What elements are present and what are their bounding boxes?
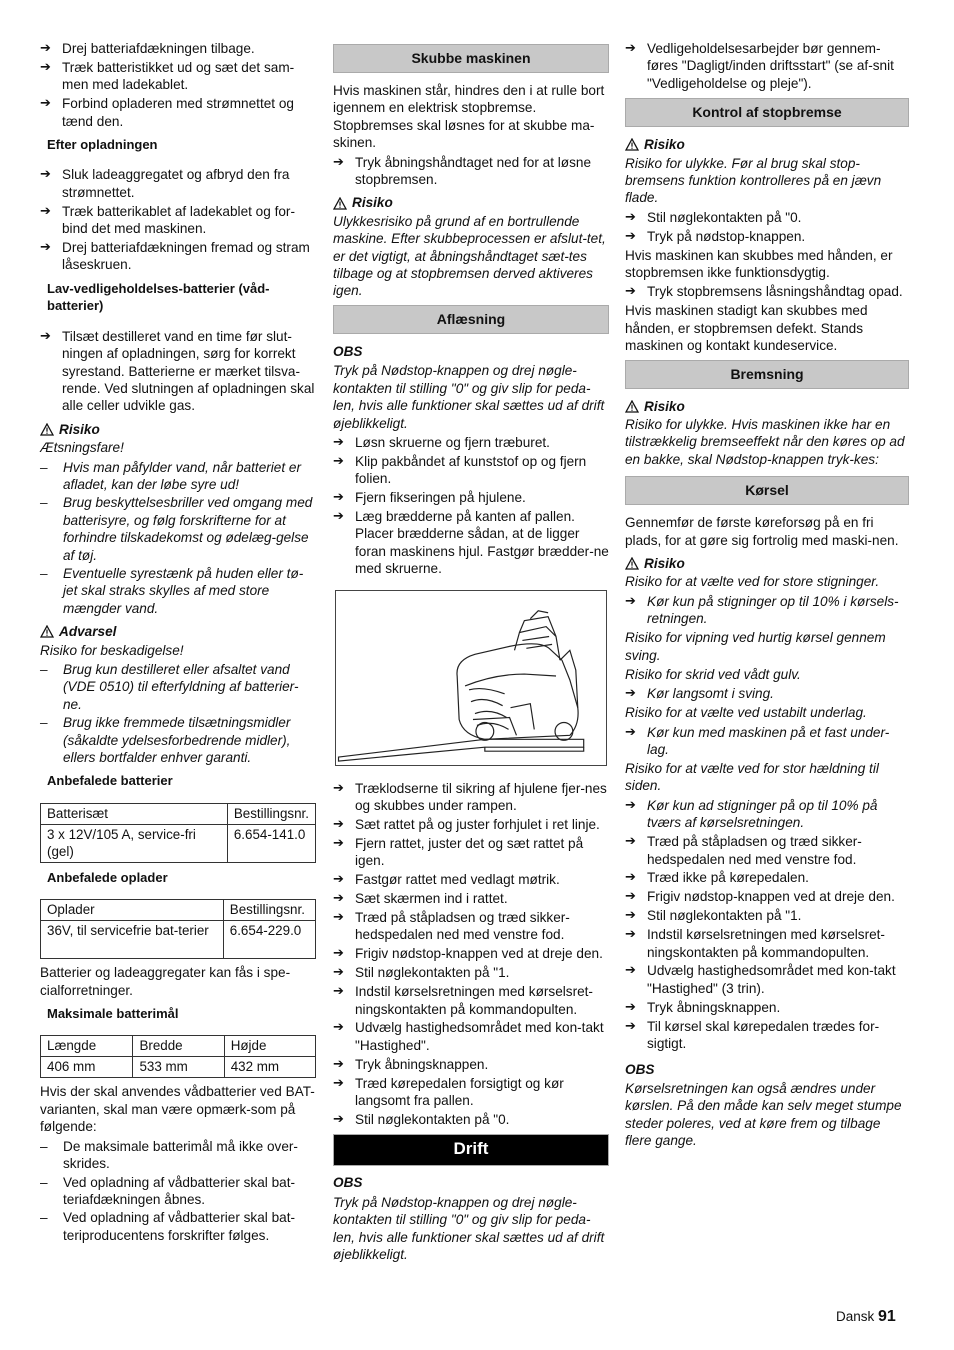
- list-item: – Hvis man påfylder vand, når batteriet er afladet, kan der løbe syre ud!: [40, 459, 316, 494]
- column-left: [40, 40, 316, 1245]
- instruction: ➔ Sæt rattet på og juster forhjulet i ret linje.: [333, 816, 609, 833]
- instruction: ➔ Træd ikke på kørepedalen.: [625, 869, 909, 886]
- risk-label: Risiko: [352, 195, 393, 211]
- instruction: ➔ Tryk på nødstop-knappen.: [625, 228, 909, 245]
- instruction: ➔ Indstil kørselsretningen med kørselsret-ningskontakten på kommandopulten.: [625, 926, 909, 961]
- section-heading: Lav-vedligeholdelses-batterier (våd-batterier): [47, 280, 270, 314]
- warning-triangle-icon: [40, 423, 54, 436]
- machine-illustration: [335, 590, 607, 766]
- machine-drawing: [336, 591, 606, 765]
- instruction: ➔ Træd på ståpladsen og træd sikker-hedspedalen ned med venstre fod.: [625, 833, 909, 868]
- table-header: Bestillingsnr.: [223, 900, 315, 921]
- instruction: ➔ Træd på ståpladsen og træd sikker-hedspedalen ned med venstre fod.: [333, 909, 609, 944]
- instruction: ➔ Træd kørepedalen forsigtigt og kør langsomt fra pallen.: [333, 1075, 609, 1110]
- risk-text: Risiko for at vælte ved for stor hældning til siden.: [625, 761, 879, 794]
- risk-text: Risiko for skrid ved vådt gulv.: [625, 666, 801, 682]
- instruction: ➔ Stil nøglekontakten på "1.: [625, 907, 909, 924]
- risk-heading: [625, 136, 909, 153]
- chapter-bar: Drift: [333, 1134, 609, 1166]
- page-footer: [836, 1308, 896, 1325]
- charger-table: [40, 899, 316, 959]
- batteries-table: [40, 803, 316, 863]
- instruction: ➔ Drej batteriafdækningen tilbage.: [40, 40, 316, 57]
- instruction: ➔ Tryk åbningsknappen.: [625, 999, 909, 1016]
- list-item: – De maksimale batterimål må ikke over-skrides.: [40, 1138, 316, 1173]
- table-header: Længde: [41, 1036, 133, 1057]
- footer-language: Dansk: [836, 1309, 875, 1324]
- paragraph: Hvis der skal anvendes vådbatterier ved BAT-varianten, skal man være opmærk-som på følgende:: [40, 1084, 315, 1135]
- risk-text: Ætsningsfare!: [40, 440, 124, 456]
- instruction: ➔ Indstil kørselsretningen med kørselsret-ningskontakten på kommandopulten.: [333, 983, 609, 1018]
- warning-label: Advarsel: [59, 624, 117, 640]
- risk-text: Risiko for at vælte ved for store stigninger.: [625, 574, 880, 590]
- paragraph: Batterier og ladeaggregater kan fås i spe-cialforretninger.: [40, 965, 291, 998]
- instruction: ➔ Træk batterikablet af ladekablet og for-bind det med maskinen.: [40, 203, 316, 238]
- dimensions-table: [40, 1035, 316, 1078]
- risk-label: Risiko: [644, 137, 685, 153]
- instruction: ➔ Løsn skruerne og fjern træburet.: [333, 434, 609, 451]
- obs-label: OBS: [625, 1061, 655, 1077]
- instruction: ➔ Træk batteristikket ud og sæt det sam-men med ladekablet.: [40, 59, 316, 94]
- section-bar: Aflæsning: [333, 305, 609, 334]
- section-bar: Skubbe maskinen: [333, 44, 609, 73]
- risk-heading: [625, 555, 909, 572]
- instruction: ➔ Tilsæt destilleret vand en time før slut-ningen af opladningen, sørg for korrekt syrestand. Batterierne er mærket tilsva-rende. Ved slutningen af opladningen skal alle celler udvikle gas.: [40, 328, 316, 415]
- table-cell: 3 x 12V/105 A, service-fri (gel): [41, 824, 228, 862]
- obs-text: Tryk på Nødstop-knappen og drej nøgle-kontakten til stilling "0" og giv slip for peda-len, hvis alle funktioner skal sættes ud af drift øjeblikkeligt.: [333, 363, 605, 431]
- warning-triangle-icon: [625, 138, 639, 151]
- warning-heading: [40, 623, 316, 640]
- section-bar: Kørsel: [625, 476, 909, 505]
- instruction: ➔ Læg brædderne på kanten af pallen. Placer brædderne sådan, at de ligger foran maskinens hjul. Fastgør brædder-ne med skruerne.: [333, 508, 609, 578]
- table-cell: 36V, til servicefrie bat-terier: [41, 921, 224, 959]
- section-heading: Efter opladningen: [47, 137, 158, 153]
- instruction: ➔ Fjern fikseringen på hjulene.: [333, 489, 609, 506]
- obs-text: Kørselsretningen kan også ændres under kørslen. På den måde kan selv meget stumpe steder poleres, ved at køre frem og tilbage flere gange.: [625, 1080, 902, 1149]
- risk-heading: [625, 398, 909, 415]
- instruction: ➔ Tryk stopbremsens låsningshåndtag opad.: [625, 283, 909, 300]
- section-bar: Bremsning: [625, 360, 909, 389]
- instruction: ➔ Udvælg hastighedsområdet med kon-takt "Hastighed".: [333, 1019, 609, 1054]
- list-item: – Eventuelle syrestænk på huden eller tø-jet skal straks skylles af med store mængder vand.: [40, 565, 316, 617]
- table-header: Oplader: [41, 900, 224, 921]
- section-heading: Anbefalede oplader: [47, 869, 168, 885]
- instruction: ➔ Udvælg hastighedsområdet med kon-takt "Hastighed" (3 trin).: [625, 962, 909, 997]
- section-heading: Maksimale batterimål: [47, 1006, 179, 1022]
- instruction: ➔ Kør kun ad stigninger på op til 10% på tværs af kørselsretningen.: [625, 797, 909, 832]
- risk-heading: [40, 421, 316, 438]
- table-cell: 533 mm: [133, 1057, 224, 1078]
- warning-triangle-icon: [40, 625, 54, 638]
- instruction: ➔ Stil nøglekontakten på "0.: [625, 209, 909, 226]
- instruction: ➔ Frigiv nødstop-knappen ved at dreje den.: [333, 945, 609, 962]
- warning-text: Risiko for beskadigelse!: [40, 642, 184, 658]
- obs-label: OBS: [333, 343, 363, 359]
- paragraph: Hvis maskinen kan skubbes med hånden, er stopbremsen ikke funktionsdygtig.: [625, 247, 893, 281]
- instruction: ➔ Vedligeholdelsesarbejder bør gennem-føres "Dagligt/inden driftsstart" (se af-snit "Vedligeholdelse og pleje").: [625, 40, 909, 92]
- instruction: ➔ Tryk åbningshåndtaget ned for at løsne stopbremsen.: [333, 154, 609, 189]
- column-right: [625, 40, 909, 1152]
- risk-label: Risiko: [644, 398, 685, 414]
- list-item: – Ved opladning af vådbatterier skal bat-teriproducentens forskrifter følges.: [40, 1209, 316, 1244]
- section-bar: Kontrol af stopbremse: [625, 98, 909, 127]
- list-item: – Brug ikke fremmede tilsætningsmidler (såkaldte ydelsesforbedrende midler), ellers bortfalder enhver garanti.: [40, 714, 316, 766]
- paragraph: Gennemfør de første køreforsøg på en fri plads, for at gøre sig fortrolig med maski-nen.: [625, 515, 899, 548]
- instruction: ➔ Kør kun på stigninger op til 10% i kørsels-retningen.: [625, 593, 909, 628]
- page-number: 91: [878, 1308, 896, 1325]
- paragraph: Hvis maskinen stadigt kan skubbes med hånden, er stopbremsen defekt. Stands maskinen og kontakt kundeservice.: [625, 303, 868, 354]
- table-cell: 6.654-141.0: [227, 824, 315, 862]
- table-cell: 432 mm: [224, 1057, 315, 1078]
- table-header: Bredde: [133, 1036, 224, 1057]
- risk-text: Risiko for ulykke. Før al brug skal stop-bremsens funktion kontrolleres på en jævn flade.: [625, 155, 882, 206]
- list-item: – Ved opladning af vådbatterier skal bat-teriafdækningen åbnes.: [40, 1174, 316, 1209]
- column-middle: [333, 44, 609, 1265]
- risk-text: Risiko for ulykke. Hvis maskinen ikke har en tilstrækkelig bremseeffekt når den køres op ad en bakke, skal Nødstop-knappen tryk-kes:: [625, 417, 905, 467]
- instruction: ➔ Sæt skærmen ind i rattet.: [333, 890, 609, 907]
- instruction: ➔ Tryk åbningsknappen.: [333, 1056, 609, 1073]
- table-header: Batterisæt: [41, 803, 228, 824]
- instruction: ➔ Træklodserne til sikring af hjulene fjer-nes og skubbes under rampen.: [333, 780, 609, 815]
- warning-triangle-icon: [625, 557, 639, 570]
- instruction: ➔ Kør kun med maskinen på et fast under-lag.: [625, 724, 909, 759]
- list-item: – Brug kun destilleret eller afsaltet vand (VDE 0510) til efterfyldning af batterier-ne.: [40, 661, 316, 713]
- instruction: ➔ Klip pakbåndet af kunststof op og fjern folien.: [333, 453, 609, 488]
- obs-text: Tryk på Nødstop-knappen og drej nøgle-kontakten til stilling "0" og giv slip for peda-len, hvis alle funktioner skal sættes ud af drift øjeblikkeligt.: [333, 1194, 605, 1262]
- table-header: Højde: [224, 1036, 315, 1057]
- risk-label: Risiko: [59, 421, 100, 437]
- list-item: – Brug beskyttelsesbriller ved omgang med batterisyre, og følg forskrifterne for at forhindre tilskadekomst og ødelæg-gelse af tøj.: [40, 494, 316, 564]
- instruction: ➔ Kør langsomt i sving.: [625, 685, 909, 702]
- instruction: ➔ Fjern rattet, juster det og sæt rattet på igen.: [333, 835, 609, 870]
- risk-text: Risiko for at vælte ved ustabilt underlag.: [625, 705, 867, 721]
- warning-triangle-icon: [333, 197, 347, 210]
- risk-text: Ulykkesrisiko på grund af en bortrullende maskine. Efter skubbeprocessen er afslut-tet, er det vigtigt, at åbningshåndtaget sæt-tes tilbage og at stopbremsen derved aktiveres igen.: [333, 213, 606, 299]
- risk-label: Risiko: [644, 556, 685, 572]
- instruction: ➔ Sluk ladeaggregatet og afbryd den fra strømnettet.: [40, 166, 316, 201]
- warning-triangle-icon: [625, 400, 639, 413]
- instruction: ➔ Stil nøglekontakten på "0.: [333, 1111, 609, 1128]
- instruction: ➔ Frigiv nødstop-knappen ved at dreje den.: [625, 888, 909, 905]
- obs-label: OBS: [333, 1175, 363, 1191]
- table-cell: 406 mm: [41, 1057, 133, 1078]
- table-cell: 6.654-229.0: [223, 921, 315, 959]
- table-header: Bestillingsnr.: [227, 803, 315, 824]
- paragraph: Hvis maskinen står, hindres den i at rulle bort igennem en elektrisk stopbremse. Stopbremses skal løsnes for at skubbe ma-skinen.: [333, 83, 605, 151]
- risk-heading: [333, 194, 609, 211]
- risk-text: Risiko for vipning ved hurtig kørsel gennem sving.: [625, 630, 886, 663]
- instruction: ➔ Stil nøglekontakten på "1.: [333, 964, 609, 981]
- instruction: ➔ Forbind opladeren med strømnettet og tænd den.: [40, 95, 316, 130]
- instruction: ➔ Til kørsel skal kørepedalen trædes for-sigtigt.: [625, 1018, 909, 1053]
- section-heading: Anbefalede batterier: [47, 773, 173, 789]
- instruction: ➔ Fastgør rattet med vedlagt møtrik.: [333, 871, 609, 888]
- instruction: ➔ Drej batteriafdækningen fremad og stram låseskruen.: [40, 239, 316, 274]
